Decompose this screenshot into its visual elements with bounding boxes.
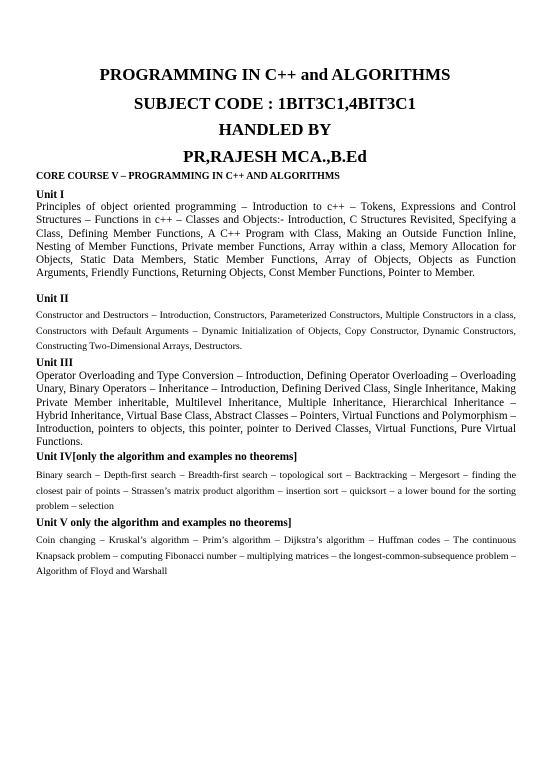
- unit-4-heading: Unit IV[only the algorithm and examples no theorems]: [36, 451, 298, 463]
- subject-code: SUBJECT CODE : 1BIT3C1,4BIT3C1: [133, 94, 417, 113]
- handled-by-label: HANDLED BY: [218, 120, 332, 139]
- unit-5-heading: Unit V only the algorithm and examples no theorems]: [36, 517, 292, 529]
- unit-2-heading: Unit II: [36, 293, 69, 305]
- unit-1-heading: Unit I: [36, 189, 65, 201]
- course-title: CORE COURSE V – PROGRAMMING IN C++ AND ALGORITHMS: [36, 171, 340, 182]
- unit-1-text: Principles of object oriented programming – Introduction to c++ – Tokens, Expressions and Control Structures – Functions in c++ – Classes and Objects:- Introduction, C Structures Revisited, Specifying a Class, Defining Member Functions, A C++ Program with Class, Making an Outside Function Inline, Nesting of Member Functions, Private member Functions, Array within a class, Memory Allocation for Objects, Static Data Members, Static Member Functions, Array of Objects, Objects as Function Arguments, Friendly Functions, Returning Objects, Const Member Functions, Pointer to Member.: [36, 201, 516, 280]
- unit-2-text: Constructor and Destructors – Introduction, Constructors, Parameterized Constructors, Multiple Constructors in a class, Constructors with Default Arguments – Dynamic Initialization of Objects, Copy Constructor, Dynamic Constructors, Constructing Two-Dimensional Arrays, Destructors.: [36, 310, 516, 353]
- unit-5-text: Coin changing – Kruskal’s algorithm – Prim’s algorithm – Dijkstra’s algorithm – Huffman codes – The continuous Knapsack problem – computing Fibonacci number – multiplying matrices – the longest-common-subsequence problem – Algorithm of Floyd and Warshall: [36, 535, 516, 578]
- author-name: PR,RAJESH MCA.,B.Ed: [183, 147, 367, 166]
- unit-4-text: Binary search – Depth-first search – Breadth-first search – topological sort – Backtracking – Mergesort – finding the closest pair of points – Strassen’s matrix product algorithm – insertion sort – quicksort – a lower bound for the sorting problem – selection: [36, 470, 516, 513]
- unit-3-heading: Unit III: [36, 357, 73, 369]
- unit-3-text: Operator Overloading and Type Conversion – Introduction, Defining Operator Overloading – Overloading Unary, Binary Operators – Inheritance – Introduction, Defining Derived Class, Single Inheritance, Making Private Member inheritable, Multilevel Inheritance, Multiple Inheritance, Hierarchical Inheritance – Hybrid Inheritance, Virtual Base Class, Abstract Classes – Pointers, Virtual Functions and Polymorphism – Introduction, pointers to objects, this pointer, pointer to Derived Classes, Virtual Functions, Pure Virtual Functions.: [36, 370, 516, 449]
- page-title: PROGRAMMING IN C++ and ALGORITHMS: [99, 65, 451, 84]
